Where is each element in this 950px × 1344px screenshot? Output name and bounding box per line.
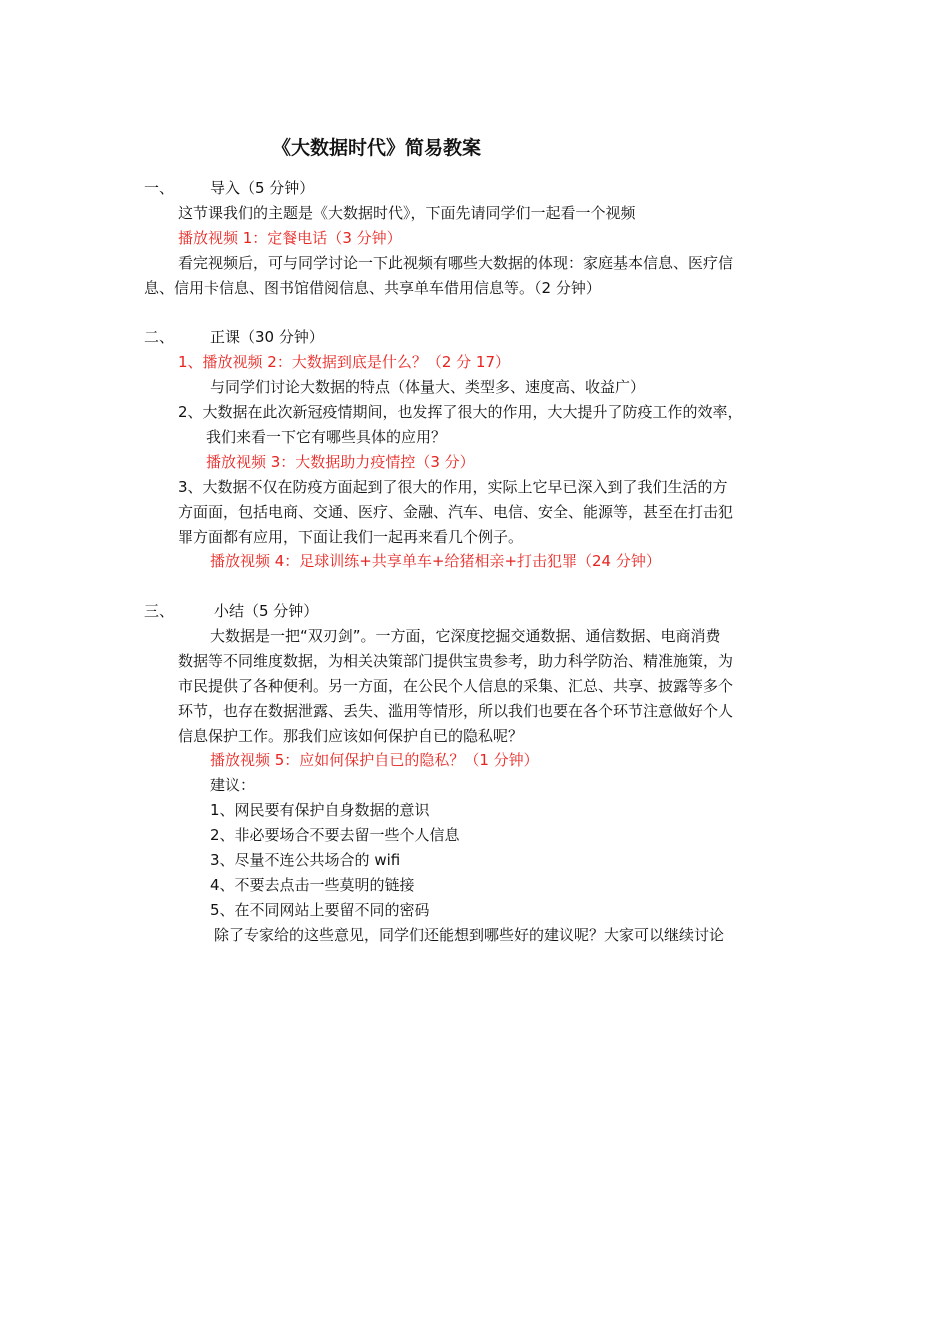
section-3-summary-line-5: 信息保护工作。那我们应该如何保护自已的隐私呢？ xyxy=(178,727,524,745)
section-2-heading: 正课（30 分钟） xyxy=(210,328,324,346)
advice-item: 2、非必要场合不要去留一些个人信息 xyxy=(210,826,460,844)
section-1-intro: 这节课我们的主题是《大数据时代》，下面先请同学们一起看一个视频 xyxy=(178,204,636,222)
page-title: 《大数据时代》简易教案 xyxy=(272,137,482,159)
video-3-line: 播放视频 3：大数据助力疫情控（3 分） xyxy=(206,453,475,471)
section-2-item-3-line-3: 罪方面都有应用，下面让我们一起再来看几个例子。 xyxy=(178,528,524,546)
advice-item: 5、在不同网站上要留不同的密码 xyxy=(210,901,430,919)
section-2-item-2-line-1: 2、大数据在此次新冠疫情期间，也发挥了很大的作用，大大提升了防疫工作的效率， xyxy=(178,403,743,421)
video-2-line: 1、播放视频 2：大数据到底是什么？（2 分 17） xyxy=(178,353,511,371)
section-3-summary-line-3: 市民提供了各种便利。另一方面，在公民个人信息的采集、汇总、共享、披露等多个 xyxy=(178,677,734,695)
advice-item: 3、尽量不连公共场合的 wifi xyxy=(210,851,401,869)
section-2-item-3-line-1: 3、大数据不仅在防疫方面起到了很大的作用，实际上它早已深入到了我们生活的方 xyxy=(178,478,728,496)
section-2-item-3-line-2: 方面面，包括电商、交通、医疗、金融、汽车、电信、安全、能源等，甚至在打击犯 xyxy=(178,503,734,521)
section-2-item-1-detail: 与同学们讨论大数据的特点（体量大、类型多、速度高、收益广） xyxy=(210,378,646,396)
video-1-line: 播放视频 1：定餐电话（3 分钟） xyxy=(178,229,402,247)
advice-item: 1、网民要有保护自身数据的意识 xyxy=(210,801,430,819)
section-3-number: 三、 xyxy=(144,602,175,620)
video-5-line: 播放视频 5：应如何保护自已的隐私？（1 分钟） xyxy=(210,751,539,769)
section-3-summary-line-4: 环节，也存在数据泄露、丢失、滥用等情形，所以我们也要在各个环节注意做好个人 xyxy=(178,702,734,720)
section-3-summary-line-1: 大数据是一把“双刃剑”。一方面，它深度挖掘交通数据、通信数据、电商消费 xyxy=(210,627,721,645)
section-3-summary-line-2: 数据等不同维度数据，为相关决策部门提供宝贵参考，助力科学防治、精准施策，为 xyxy=(178,652,734,670)
section-2-number: 二、 xyxy=(144,328,175,346)
section-1-heading: 导入（5 分钟） xyxy=(210,179,315,197)
section-3-heading: 小结（5 分钟） xyxy=(214,602,319,620)
video-4-line: 播放视频 4：足球训练+共享单车+给猪相亲+打击犯罪（24 分钟） xyxy=(210,552,661,570)
advice-label: 建议： xyxy=(210,776,256,794)
section-1-discussion-line-1: 看完视频后，可与同学讨论一下此视频有哪些大数据的体现：家庭基本信息、医疗信 xyxy=(178,254,734,272)
closing-remark: 除了专家给的这些意见，同学们还能想到哪些好的建议呢？大家可以继续讨论 xyxy=(214,926,725,944)
advice-item: 4、不要去点击一些莫明的链接 xyxy=(210,876,415,894)
section-1-discussion-line-2: 息、信用卡信息、图书馆借阅信息、共享单车借用信息等。（2 分钟） xyxy=(144,279,601,297)
section-2-item-2-line-2: 我们来看一下它有哪些具体的应用？ xyxy=(206,428,447,446)
section-1-number: 一、 xyxy=(144,179,175,197)
